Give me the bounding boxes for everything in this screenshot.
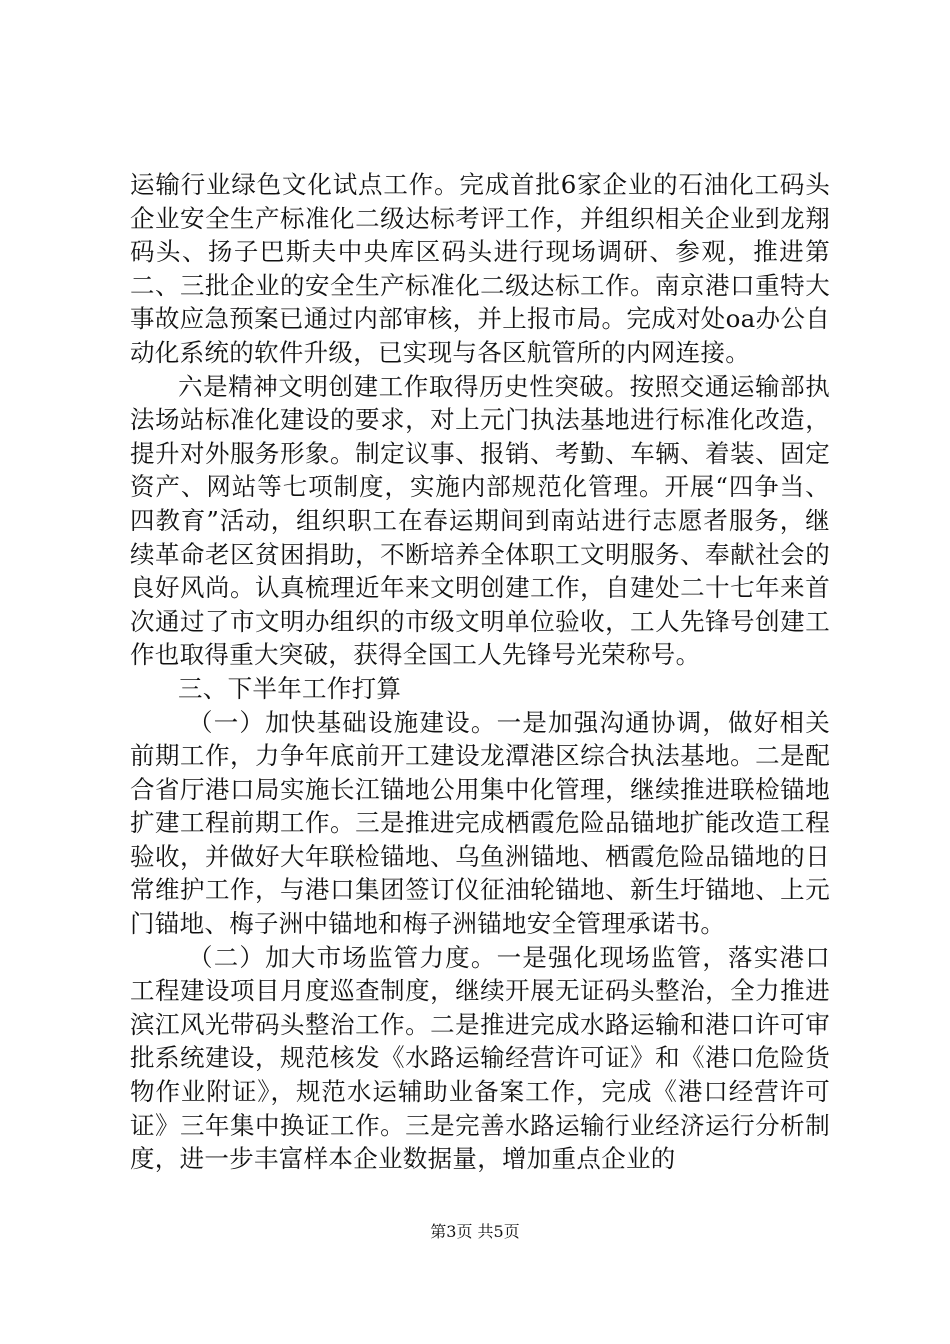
paragraph-market-supervision: （二）加大市场监管力度。一是强化现场监管，落实港口工程建设项目月度巡查制度，继续开展无证码头整治，全力推进滨江风光带码头整治工作。二是推进完成水路运输和港口许可审批系统建设，规范核发《水路运输经营许可证》和《港口危险货物作业附证》，规范水运辅助业备案工作，完成《港口经营许可证》三年集中换证工作。三是完善水路运输行业经济运行分析制度，进一步丰富样本企业数据量，增加重点企业的 xyxy=(130,942,830,1174)
paragraph-continuation: 运输行业绿色文化试点工作。完成首批6家企业的石油化工码头企业安全生产标准化二级达标考评工作，并组织相关企业到龙翔码头、扬子巴斯夫中央库区码头进行现场调研、参观，推进第二、三批企业的安全生产标准化二级达标工作。南京港口重特大事故应急预案已通过内部审核，并上报市局。完成对处oa办公自动化系统的软件升级，已实现与各区航管所的内网连接。 xyxy=(130,170,831,367)
page-number-footer: 第3页 共5页 xyxy=(430,1222,520,1241)
paragraph-infrastructure: （一）加快基础设施建设。一是加强沟通协调，做好相关前期工作，力争年底前开工建设龙潭港区综合执法基地。二是配合省厅港口局实施长江锚地公用集中化管理，继续推进联检锚地扩建工程前期工作。三是推进完成栖霞危险品锚地扩能改造工程验收，并做好大年联检锚地、乌鱼洲锚地、栖霞危险品锚地的日常维护工作，与港口集团签订仪征油轮锚地、新生圩锚地、上元门锚地、梅子洲中锚地和梅子洲锚地安全管理承诺书。 xyxy=(130,707,830,939)
section-heading: 三、下半年工作打算 xyxy=(178,673,402,703)
document-body xyxy=(130,168,830,1176)
paragraph-spiritual-civilization: 六是精神文明创建工作取得历史性突破。按照交通运输部执法场站标准化建设的要求，对上元门执法基地进行标准化改造，提升对外服务形象。制定议事、报销、考勤、车辆、着装、固定资产、网站等七项制度，实施内部规范化管理。开展“四争当、四教育”活动，组织职工在春运期间到南站进行志愿者服务，继续革命老区贫困捐助，不断培养全体职工文明服务、奉献社会的良好风尚。认真梳理近年来文明创建工作，自建处二十七年来首次通过了市文明办组织的市级文明单位验收，工人先锋号创建工作也取得重大突破，获得全国工人先锋号光荣称号。 xyxy=(130,371,830,670)
